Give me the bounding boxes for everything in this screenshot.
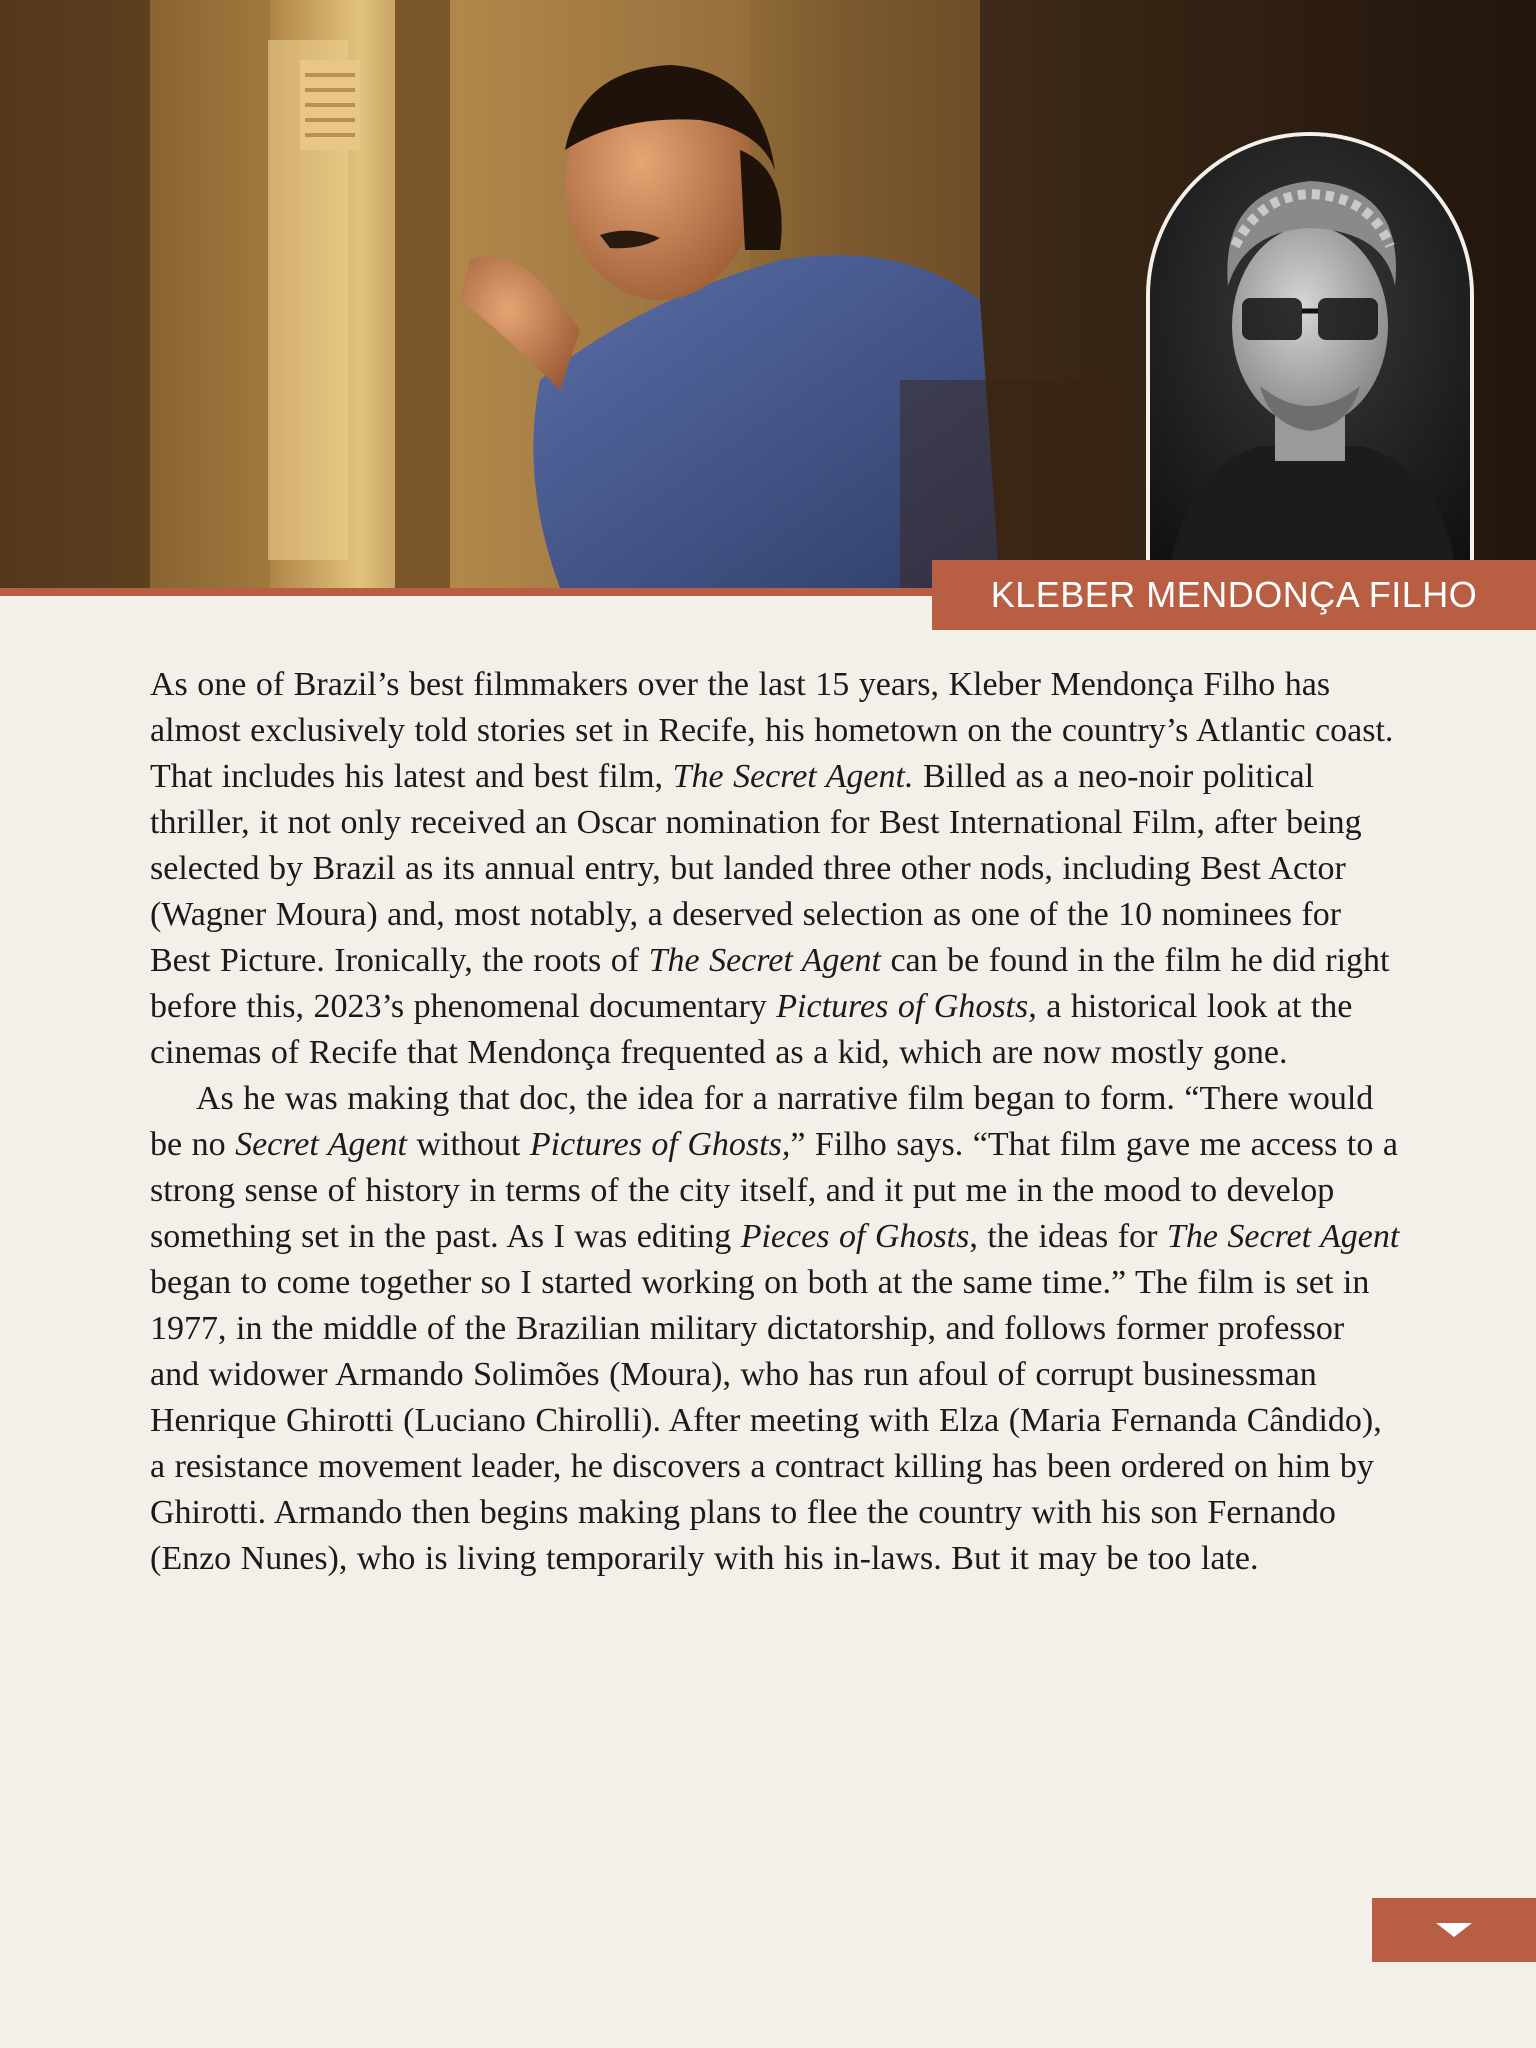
paragraph-1 xyxy=(150,662,1400,1076)
paragraph-2 xyxy=(150,1076,1400,1582)
next-page-button[interactable] xyxy=(1372,1898,1536,1962)
film-title: The Secret Agent xyxy=(648,942,881,979)
text-run: , the ideas for xyxy=(969,1218,1167,1255)
portrait-photo xyxy=(1150,136,1470,566)
director-portrait xyxy=(1146,132,1474,566)
text-run: began to come together so I started working on both at the same time.” The film is set in 1977, in the middle of the Brazilian military dictatorship, and follows former professor and widower Armando Solimões (Moura), who has run afoul of corrupt businessman Henrique Ghirotti (Luciano Chirolli). After meeting with Elza (Maria Fernanda Cândido), a resistance movement leader, he discovers a contract killing has been ordered on him by Ghirotti. Armando then begins making plans to flee the country with his son Fernando (Enzo Nunes), who is living temporarily with his in-laws. But it may be too late. xyxy=(150,1264,1382,1577)
text-run: As one of Brazil’s best filmmakers over the last 15 years, Kleber Mendonça Filho has almost exclusively told stories set in Recife, his hometown on the country’s Atlantic coast. That includes his latest and best film, xyxy=(150,666,1394,795)
text-run: a historical look at the cinemas of Recife that Mendonça frequented as a kid, which are now mostly gone. xyxy=(150,988,1353,1071)
film-title: Pieces of Ghosts xyxy=(740,1218,970,1255)
film-title: The Secret Agent xyxy=(1166,1218,1400,1255)
director-name: KLEBER MENDONÇA FILHO xyxy=(990,574,1478,615)
film-title: Pictures of Ghosts, xyxy=(776,988,1037,1025)
text-run: Billed as a neo-noir political thriller, it not only received an Oscar nomination for Best International Film, after being selected by Brazil as its annual entry, but landed three other nods, including Best Actor (Wagner Moura) and, most notably, a deserved selection as one of the 10 nominees for Best Picture. Ironically, the roots of xyxy=(150,758,1362,979)
film-title: Secret Agent xyxy=(235,1126,407,1163)
caption-banner xyxy=(932,560,1536,630)
text-run: can be found in the film he did right before this, 2023’s phenomenal documentary xyxy=(150,942,1390,1025)
text-run: As he was making that doc, the idea for a narrative film began to form. “There would be no xyxy=(150,1080,1374,1163)
triangle-down-icon xyxy=(1436,1923,1472,1937)
text-run: without xyxy=(406,1126,530,1163)
text-run: ” Filho says. “That film gave me access to a strong sense of history in terms of the city itself, and it put me in the mood to develop something set in the past. As I was editing xyxy=(150,1126,1398,1255)
film-title: Pictures of Ghosts, xyxy=(529,1126,791,1163)
film-title: The Secret Agent. xyxy=(672,758,914,795)
article-body xyxy=(150,662,1400,1582)
